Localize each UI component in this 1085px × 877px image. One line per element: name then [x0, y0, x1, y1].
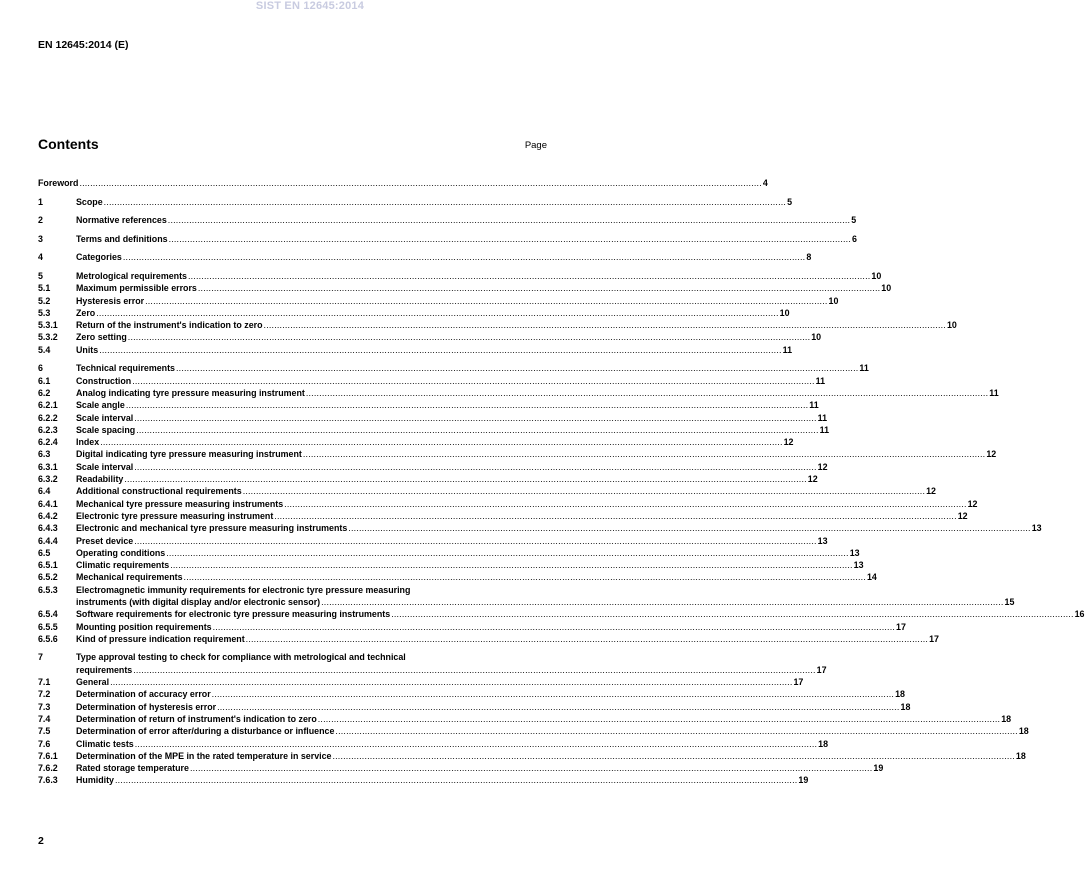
- toc-entry-number: 7.6.3: [38, 775, 58, 786]
- toc-entry-page: 12: [957, 510, 968, 521]
- toc-entry-page: 8: [806, 252, 812, 263]
- toc-entry-page: 11: [989, 387, 999, 398]
- toc-entry[interactable]: [38, 750, 1026, 762]
- toc-entry-label: Determination of error after/during a disturbance or influence: [76, 726, 335, 737]
- toc-entry-label: Metrological requirements: [76, 270, 187, 281]
- dot-leader: [184, 571, 866, 583]
- toc-entry[interactable]: [38, 251, 812, 263]
- dot-leader: [306, 387, 988, 399]
- toc-entry-page: 6: [852, 233, 857, 244]
- toc-entry-page: 14: [866, 572, 877, 583]
- toc-entry-page: 12: [783, 437, 794, 448]
- toc-entry[interactable]: [38, 344, 793, 356]
- toc-entry-label: Kind of pressure indication requirement: [76, 633, 245, 644]
- dot-leader: [96, 307, 778, 319]
- toc-entry-number: 7.5: [38, 726, 51, 737]
- toc-entry-page: 17: [793, 677, 804, 688]
- toc-entry-label: Type approval testing to check for compliance with metrological and technical: [76, 652, 406, 663]
- toc-entry-page: 11: [817, 412, 828, 423]
- toc-entry-label: Preset device: [76, 535, 134, 546]
- toc-entry[interactable]: [38, 676, 804, 688]
- toc-entry[interactable]: [38, 399, 819, 411]
- toc-entry-label: Analog indicating tyre pressure measuring instrument: [76, 387, 305, 398]
- toc-entry[interactable]: [38, 584, 1015, 609]
- toc-entry[interactable]: [38, 307, 790, 319]
- toc-entry-number: 6.4.2: [38, 510, 58, 521]
- toc-entry-label: Hysteresis error: [76, 295, 145, 306]
- dot-leader: [303, 448, 985, 460]
- dot-leader: [321, 596, 1003, 608]
- toc-entry-label: Mounting position requirements: [76, 621, 212, 632]
- toc-entry[interactable]: [38, 214, 857, 226]
- toc-entry-label: Zero: [76, 307, 96, 318]
- toc-entry-number: 7.6.2: [38, 763, 58, 774]
- toc-entry[interactable]: [38, 608, 1085, 620]
- toc-entry-label-continued: requirements: [76, 664, 133, 675]
- toc-entry-label-continued: instruments (with digital display and/or electronic sensor): [76, 596, 321, 607]
- toc-entry-page: 4: [762, 178, 768, 188]
- dot-leader: [169, 233, 851, 245]
- toc-entry-number: 5.3.1: [38, 320, 58, 331]
- toc-entry-label: Maximum permissible errors: [76, 283, 197, 294]
- toc-entry-label: Foreword: [38, 178, 79, 188]
- toc-entry-number: 6.3.2: [38, 474, 58, 485]
- toc-entry-number: 7.6.1: [38, 750, 58, 761]
- dot-leader: [168, 214, 850, 226]
- toc-entry[interactable]: [38, 762, 884, 774]
- toc-entry[interactable]: [38, 233, 857, 245]
- toc-entry[interactable]: [38, 498, 978, 510]
- toc-entry[interactable]: [38, 282, 892, 294]
- toc-entry-label: Additional constructional requirements: [76, 486, 242, 497]
- toc-entry-number: 7.4: [38, 713, 51, 724]
- dot-leader: [190, 762, 872, 774]
- watermark: SIST EN 12645:2014: [255, 0, 365, 12]
- dot-leader: [134, 412, 816, 424]
- toc-entry-page: 12: [926, 486, 936, 497]
- toc-entry[interactable]: [38, 424, 830, 436]
- toc-entry[interactable]: [38, 651, 827, 676]
- toc-entry-number: 6: [38, 363, 43, 374]
- dot-leader: [134, 461, 816, 473]
- toc-entry-page: 17: [816, 664, 827, 675]
- toc-entry[interactable]: [38, 535, 828, 547]
- toc-entry-label: Scale spacing: [76, 424, 136, 435]
- toc-entry-page: 13: [853, 560, 864, 571]
- toc-entry-label: Software requirements for electronic tyre pressure measuring instruments: [76, 609, 391, 620]
- toc-entry-number: 5.4: [38, 344, 51, 355]
- toc-entry-page: 18: [818, 738, 829, 749]
- toc-entry-number: 6.5.4: [38, 609, 58, 620]
- dot-leader: [79, 177, 761, 189]
- toc-entry-label: Technical requirements: [76, 363, 175, 374]
- dot-leader: [99, 344, 781, 356]
- dot-leader: [213, 621, 895, 633]
- toc-entry[interactable]: [38, 448, 997, 460]
- toc-entry-label: Climatic requirements: [76, 560, 170, 571]
- dot-leader: [217, 701, 899, 713]
- toc-entry[interactable]: [38, 571, 877, 583]
- toc-entry-label: General: [76, 677, 110, 688]
- dot-leader: [124, 473, 806, 485]
- toc-entry[interactable]: [38, 713, 1012, 725]
- toc-entry-number: 6.3: [38, 449, 51, 460]
- toc-entry-label: Normative references: [76, 215, 167, 226]
- toc-entry-number: 6.5.6: [38, 633, 58, 644]
- toc-entry-page: 19: [798, 775, 809, 786]
- toc-entry-number: 6.2.1: [38, 400, 58, 411]
- dot-leader: [145, 295, 827, 307]
- toc-entry-number: 7.1: [38, 677, 51, 688]
- toc-entry[interactable]: [38, 725, 1029, 737]
- toc-entry[interactable]: [38, 319, 957, 331]
- toc-entry-number: 7.3: [38, 701, 51, 712]
- dot-leader: [126, 399, 808, 411]
- toc-entry-page: 10: [828, 295, 839, 306]
- toc-entry-number: 2: [38, 215, 43, 226]
- toc-entry[interactable]: [38, 701, 911, 713]
- toc-entry-label: Digital indicating tyre pressure measuring instrument: [76, 449, 302, 460]
- toc-entry-page: 10: [881, 283, 892, 294]
- toc-entry-label: Scale angle: [76, 400, 125, 411]
- toc-entry-label: Readability: [76, 474, 124, 485]
- toc-entry-number: 5: [38, 270, 43, 281]
- toc-entry-page: 18: [900, 701, 911, 712]
- toc-entry-number: 6.2: [38, 387, 51, 398]
- dot-leader: [166, 547, 848, 559]
- toc-entry-label: Construction: [76, 375, 132, 386]
- dot-leader: [133, 664, 815, 676]
- dot-leader: [318, 713, 1000, 725]
- toc-entry-page: 11: [859, 363, 869, 374]
- toc-entry[interactable]: [38, 331, 822, 343]
- dot-leader: [188, 270, 870, 282]
- toc-entry-label: Return of the instrument's indication to zero: [76, 320, 263, 331]
- toc-entry-page: 13: [849, 547, 860, 558]
- toc-entry-label: Electronic tyre pressure measuring instrument: [76, 510, 274, 521]
- toc-entry-page: 5: [787, 196, 793, 207]
- toc-entry[interactable]: [38, 559, 864, 571]
- toc-entry-page: 17: [929, 633, 939, 644]
- toc-entry-number: 6.1: [38, 375, 51, 386]
- page-number: 2: [38, 835, 44, 847]
- page-column-label: Page: [524, 140, 547, 151]
- dot-leader: [115, 774, 797, 786]
- toc-entry-number: 5.3.2: [38, 332, 58, 343]
- toc-entry-number: 6.4.3: [38, 523, 58, 534]
- toc-entry[interactable]: [38, 510, 968, 522]
- toc-entry[interactable]: [38, 522, 1042, 534]
- dot-leader: [243, 485, 925, 497]
- dot-leader: [391, 608, 1073, 620]
- toc-entry[interactable]: [38, 270, 882, 282]
- toc-entry-label: Scope: [76, 196, 103, 207]
- toc-entry-number: 1: [38, 196, 43, 207]
- dot-leader: [132, 375, 814, 387]
- toc-entry-label: Scale interval: [76, 461, 134, 472]
- toc-entry-label: Electronic and mechanical tyre pressure measuring instruments: [76, 523, 348, 534]
- toc-entry[interactable]: [38, 485, 936, 497]
- dot-leader: [123, 251, 805, 263]
- toc-entry-label: Determination of accuracy error: [76, 689, 211, 700]
- toc-entry-page: 15: [1004, 596, 1015, 607]
- toc-entry-page: 19: [873, 763, 884, 774]
- toc-entry-label: Operating conditions: [76, 547, 166, 558]
- toc-entry-page: 16: [1074, 609, 1085, 620]
- toc-entry-label: Electromagnetic immunity requirements for electronic tyre pressure measuring: [76, 584, 411, 595]
- dot-leader: [264, 319, 946, 331]
- toc-entry-page: 12: [817, 461, 828, 472]
- toc-entry-number: 6.5: [38, 547, 51, 558]
- toc-entry-label: Index: [76, 437, 100, 448]
- toc-entry-number: 6.5.5: [38, 621, 58, 632]
- toc-entry-number: 5.2: [38, 295, 51, 306]
- toc-entry[interactable]: [38, 774, 809, 786]
- toc-entry-number: 4: [38, 252, 43, 263]
- toc-entry-number: 7: [38, 652, 43, 663]
- dot-leader: [274, 510, 956, 522]
- toc-entry-page: 12: [986, 449, 997, 460]
- toc-entry-label: Determination of hysteresis error: [76, 701, 217, 712]
- toc-entry-page: 11: [809, 400, 819, 411]
- dot-leader: [110, 676, 792, 688]
- dot-leader: [170, 559, 852, 571]
- dot-leader: [198, 282, 880, 294]
- dot-leader: [104, 196, 786, 208]
- toc-entry-number: 6.5.1: [38, 560, 58, 571]
- toc-entry-label: Mechanical tyre pressure measuring instruments: [76, 498, 284, 509]
- toc-entry-page: 10: [811, 332, 822, 343]
- toc-entry[interactable]: [38, 295, 839, 307]
- toc-entry[interactable]: [38, 633, 939, 645]
- toc-entry-label: Determination of return of instrument's indication to zero: [76, 713, 317, 724]
- toc-entry-page: 10: [946, 320, 957, 331]
- toc-entry-page: 5: [851, 215, 857, 226]
- toc-entry-page: 12: [807, 474, 818, 485]
- toc-entry-number: 5.3: [38, 307, 51, 318]
- toc-entry[interactable]: [38, 412, 828, 424]
- toc-entry-label: Units: [76, 344, 99, 355]
- dot-leader: [136, 424, 818, 436]
- toc-entry-label: Climatic tests: [76, 738, 134, 749]
- toc-entry-page: 11: [819, 424, 830, 435]
- toc-entry[interactable]: [38, 547, 860, 559]
- toc-entry-page: 10: [779, 307, 790, 318]
- toc-entry-number: 6.2.2: [38, 412, 58, 423]
- dot-leader: [100, 436, 782, 448]
- toc-entry[interactable]: [38, 738, 829, 750]
- toc-entry-page: 11: [815, 375, 826, 386]
- toc-entry-number: 6.4.4: [38, 535, 58, 546]
- toc-entry-label: Zero setting: [76, 332, 127, 343]
- toc-entry[interactable]: [38, 362, 869, 374]
- dot-leader: [332, 750, 1014, 762]
- toc-entry-number: 7.2: [38, 689, 51, 700]
- toc-entry[interactable]: [38, 688, 905, 700]
- toc-entry-number: 6.5.3: [38, 584, 58, 595]
- toc-entry-page: 12: [967, 498, 978, 509]
- toc-entry-number: 7.6: [38, 738, 51, 749]
- dot-leader: [284, 498, 966, 510]
- toc-entry-page: 18: [1015, 750, 1026, 761]
- toc-entry-label: Mechanical requirements: [76, 572, 183, 583]
- dot-leader: [135, 738, 817, 750]
- toc-entry[interactable]: [38, 177, 768, 189]
- toc-entry-page: 18: [1018, 726, 1029, 737]
- toc-entry-page: 13: [1031, 523, 1042, 534]
- toc-entry-label: Determination of the MPE in the rated temperature in service: [76, 750, 332, 761]
- toc-entry-page: 17: [896, 621, 906, 632]
- toc-entry[interactable]: [38, 387, 999, 399]
- toc-entry-number: 3: [38, 233, 43, 244]
- toc-entry[interactable]: [38, 375, 826, 387]
- toc-entry-number: 6.4: [38, 486, 51, 497]
- dot-leader: [348, 522, 1030, 534]
- toc-entry-number: 6.2.3: [38, 424, 58, 435]
- toc-entry-number: 6.2.4: [38, 437, 58, 448]
- toc-entry-page: 18: [1001, 713, 1012, 724]
- toc-entry[interactable]: [38, 621, 906, 633]
- toc-entry-label: Humidity: [76, 775, 114, 786]
- toc-entry-number: 6.5.2: [38, 572, 58, 583]
- toc-entry[interactable]: [38, 196, 793, 208]
- document-identifier: EN 12645:2014 (E): [38, 39, 129, 51]
- toc-entry-number: 6.3.1: [38, 461, 58, 472]
- dot-leader: [128, 331, 810, 343]
- toc-entry-number: 5.1: [38, 283, 51, 294]
- toc-entry-page: 10: [871, 270, 882, 281]
- toc-entry-label: Terms and definitions: [76, 233, 168, 244]
- toc-entry-page: 11: [782, 344, 793, 355]
- toc-entry-number: 6.4.1: [38, 498, 58, 509]
- toc-entry[interactable]: [38, 436, 794, 448]
- dot-leader: [134, 535, 816, 547]
- toc-entry-page: 18: [895, 689, 905, 700]
- toc-entry-label: Scale interval: [76, 412, 134, 423]
- toc-entry-label: Rated storage temperature: [76, 763, 189, 774]
- toc-entry[interactable]: [38, 473, 818, 485]
- toc-entry-page: 13: [817, 535, 828, 546]
- dot-leader: [246, 633, 928, 645]
- dot-leader: [212, 688, 894, 700]
- toc-entry[interactable]: [38, 461, 828, 473]
- page-title: Contents: [38, 136, 99, 152]
- dot-leader: [176, 362, 858, 374]
- toc-entry-label: Categories: [76, 252, 122, 263]
- table-of-contents: [38, 177, 1085, 787]
- dot-leader: [335, 725, 1017, 737]
